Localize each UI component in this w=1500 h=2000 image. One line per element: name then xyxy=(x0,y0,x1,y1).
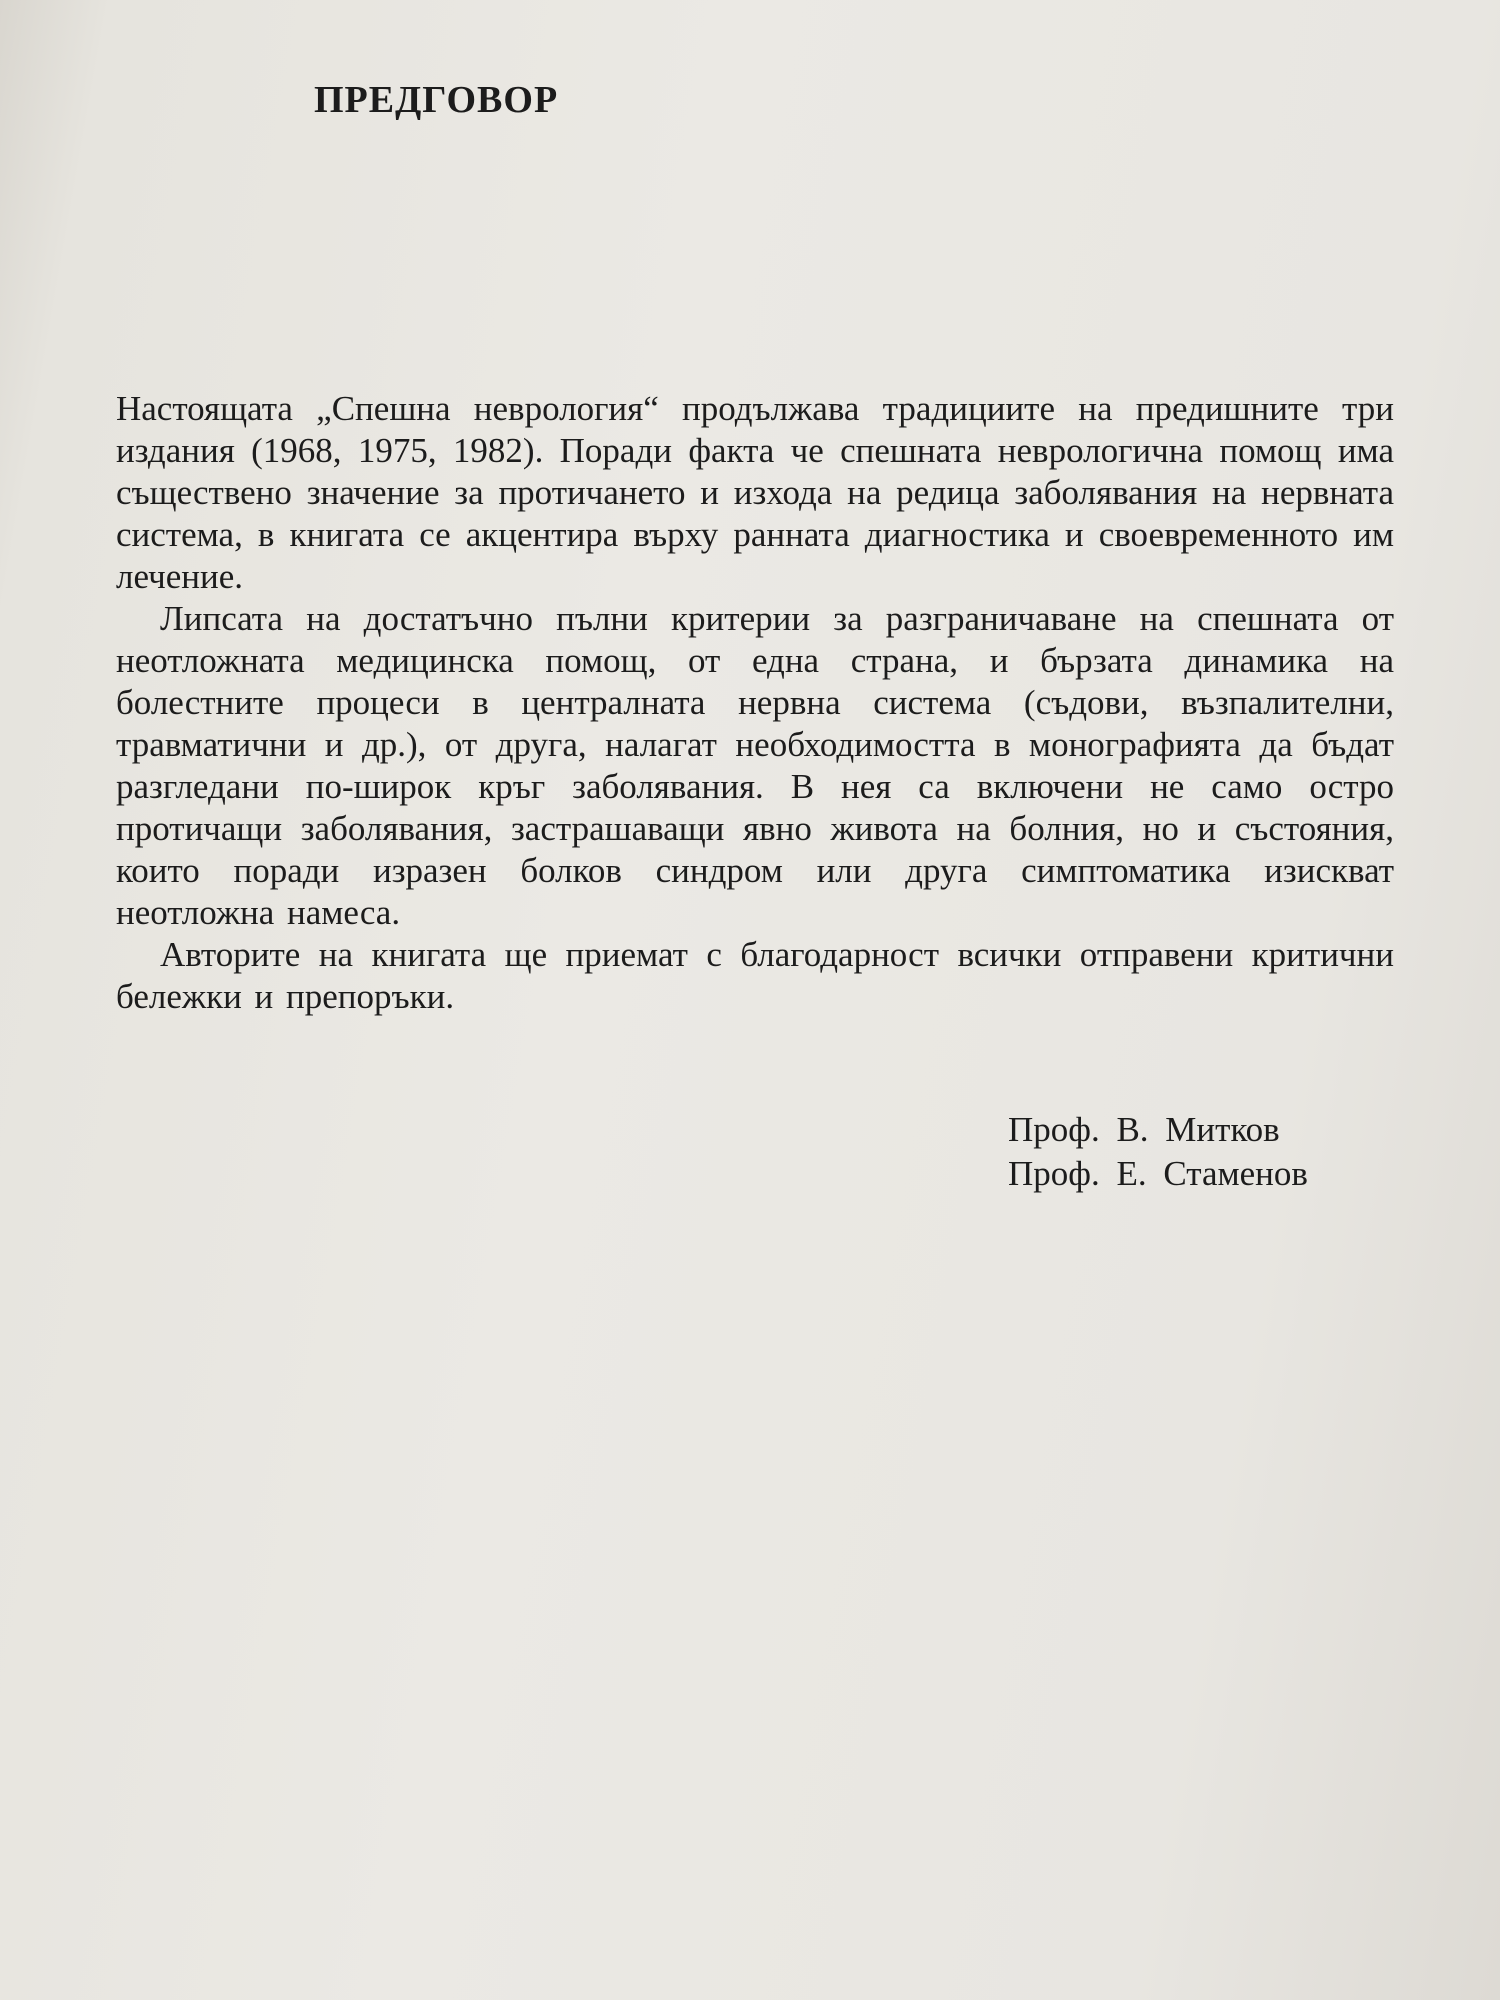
preface-body xyxy=(116,388,1394,1018)
paragraph-2: Липсата на достатъчно пълни критерии за разграничаване на спешната от неотложната медицинска помощ, от една страна, и бързата динамика на болестните процеси в централната нервна система (съдови, възпалителни, травматични и др.), от друга, налагат необходимостта в монографията да бъдат разгледани по-широк кръг заболявания. В нея са включени не само остро протичащи заболявания, застрашаващи явно живота на болния, но и състояния, които поради изразен болков синдром или друга симптоматика изискват неотложна намеса. xyxy=(116,599,1394,932)
author-signatures xyxy=(1008,1108,1308,1196)
paragraph-1: Настоящата „Спешна неврология“ продължава традициите на предишните три издания (1968, 1975, 1982). Поради факта че спешната неврологична помощ има съществено значение за протичането и изхода на редица заболявания на нервната система, в книгата се акцентира върху ранната диагностика и своевременното им лечение. xyxy=(116,389,1394,596)
paragraph-3: Авторите на книгата ще приемат с благодарност всички отправени критични бележки и препоръки. xyxy=(116,935,1394,1016)
page-title: ПРЕДГОВОР xyxy=(314,79,559,121)
show-through-shadow xyxy=(320,300,760,360)
signature-author-2: Проф. Е. Стаменов xyxy=(1008,1154,1308,1193)
signature-author-1: Проф. В. Митков xyxy=(1008,1110,1280,1149)
